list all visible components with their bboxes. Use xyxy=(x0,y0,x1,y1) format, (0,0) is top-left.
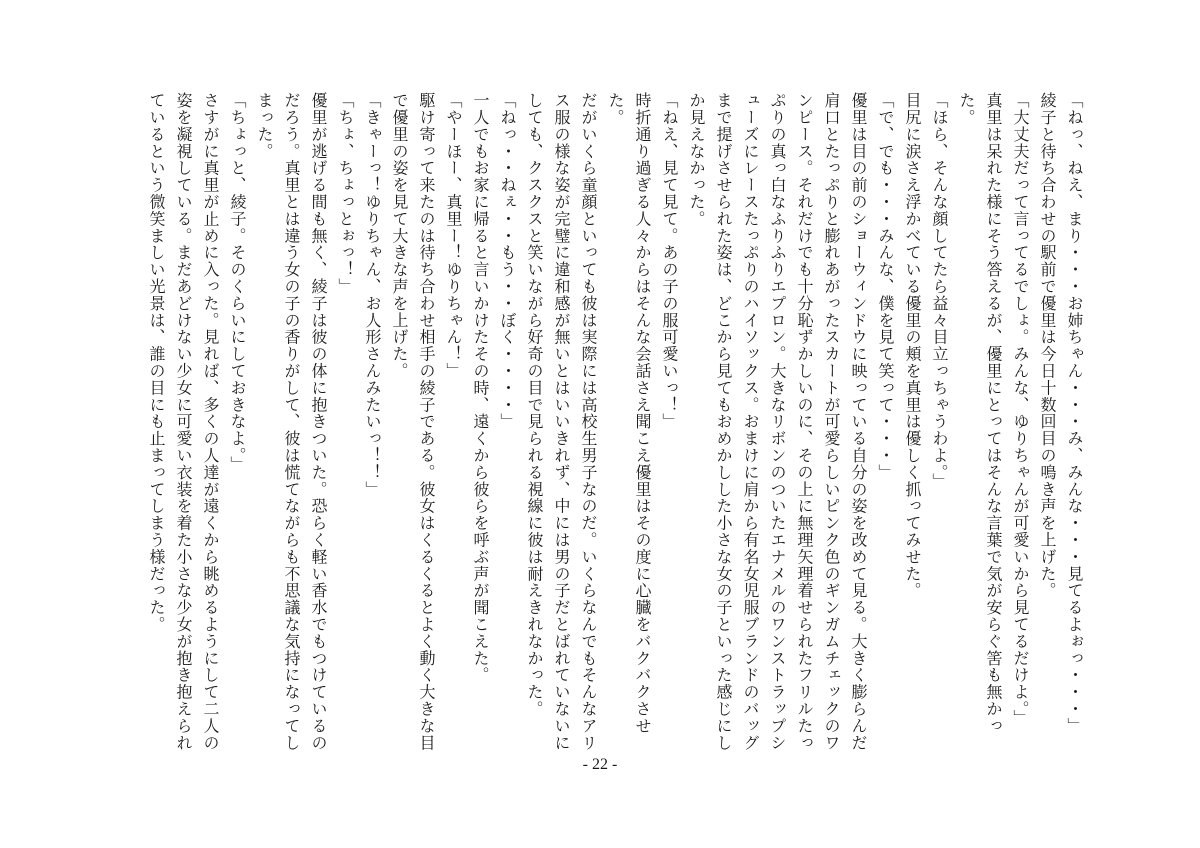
paragraph: 「ちょっと、綾子。そのくらいにしておきなよ。」 xyxy=(228,92,247,473)
paragraph: 優里が逃げる間も無く、綾子は彼の体に抱きついた。恐らく軽い香水でもつけているのだろう。真里とは違う女の子の香りがして、彼は慌てながらも不思議な気持になってしまった。 xyxy=(255,92,328,752)
page-number: - 22 - xyxy=(582,756,618,773)
paragraph: 「大丈夫だって言ってるでしょ。みんな、ゆりちゃんが可愛いから見てるだけよ。」 xyxy=(1011,92,1030,727)
paragraph: 優里は目の前のショーウィンドウに映っている自分の姿を改めて見る。大きく膨らんだ肩口とたっぷりと膨れあがったスカートが可愛らしいピンク色のギンガムチェックのワンピース。それだけでも十分恥ずかしいのに、その上に無理矢理着せられたフリルたっぷりの真っ白なふりふりエプロン。大きなリボンのついたエナメルのワンストラップシューズにレースたっぷりのハイソックス。おまけに肩から有名女児服ブランドのバッグまで提げさせられた姿は、どこから見てもおめかしした小さな女の子といった感じにしか見えなかった。 xyxy=(687,92,868,752)
paragraph: 駆け寄って来たのは待ち合わせ相手の綾子である。彼女はくるくるとよく動く大きな目で優里の姿を見て大きな声を上げた。 xyxy=(390,92,436,752)
paragraph: 真里は呆れた様にそう答えるが、優里にとってはそんな言葉で気が安らぐ筈も無かった。 xyxy=(957,92,1003,735)
paragraph: 「ねえ、見て見て。あの子の服可愛いっ！」 xyxy=(660,92,679,430)
paragraph: 時折通り過ぎる人々からはそんな会話さえ聞こえ優里はその度に心臓をバクバクさせた。 xyxy=(606,92,652,735)
paragraph: 「で、でも・・・みんな、僕を見て笑って・・・」 xyxy=(876,92,895,481)
paragraph: 目尻に涙さえ浮かべている優里の頬を真里は優しく抓ってみせた。 xyxy=(903,92,922,599)
paragraph: 綾子と待ち合わせの駅前で優里は今日十数回目の鳴き声を上げた。 xyxy=(1038,92,1057,599)
paragraph: だがいくら童顔といっても彼は実際には高校生男子なのだ。いくらなんでもそんなアリス服の様な姿が完璧に違和感が無いとはいいきれず、中には男の子だとばれていないにしても、クスクスと笑いながら好奇の目で見られる視線に彼は耐えきれなかった。 xyxy=(525,92,598,752)
vertical-text-body xyxy=(108,92,1088,762)
paragraph: 「きゃーっ！ゆりちゃん、お人形さんみたいっ！！」 xyxy=(363,92,382,498)
paragraph: 「ほら、そんな顔してたら益々目立っちゃうわよ。」 xyxy=(930,92,949,490)
paragraph: 「ねっ・・ねぇ・・もう・・ぼく・・・・」 xyxy=(498,92,517,430)
paragraph: 「ねっ、ねえ、まり・・・お姉ちゃん・・・み、みんな・・・見てるよぉっ・・・」 xyxy=(1065,92,1084,735)
paragraph: 一人でもお家に帰ると言いかけたその時、遠くから彼らを呼ぶ声が聞こえた。 xyxy=(471,92,490,684)
paragraph: さすがに真里が止めに入った。見れば、多くの人達が遠くから眺めるようにして二人の姿を凝視している。まだあどけない少女に可愛い衣装を着た小さな少女が抱き抱えられているという微笑ましい光景は、誰の目にも止まってしまう様だった。 xyxy=(147,92,220,752)
paragraph: 「ちょ、ちょっとぉっ！」 xyxy=(336,92,355,295)
paragraph: 「やーほー、真里ー！ゆりちゃん！」 xyxy=(444,92,463,380)
